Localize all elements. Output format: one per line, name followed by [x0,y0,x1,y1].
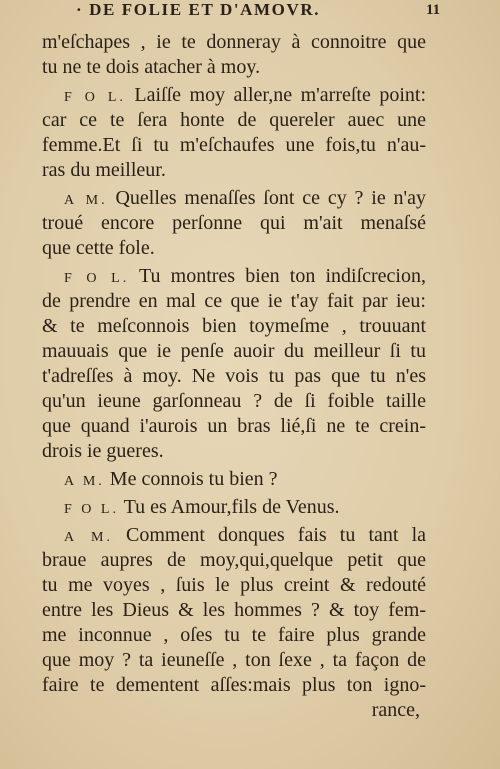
text-line [42,236,426,261]
text-line [42,698,426,723]
text-line [42,108,426,133]
text-line [42,133,426,158]
text-line [42,467,426,492]
text-line [42,523,426,548]
text-line [42,186,426,211]
text-line [42,548,426,573]
speaker-label: F O L. [64,271,130,286]
line-text: que moy ? ta ieuneſſe , ton ſexe , ta façon de [42,649,426,671]
line-text: braue aupres de moy,qui,quelque petit que [42,549,426,571]
text-line [42,289,426,314]
line-text: de prendre en mal ce que ie t'ay fait par ieu: [42,290,426,312]
text-line [42,623,426,648]
line-text: Me connois tu bien ? [109,468,278,490]
text-line [42,55,426,80]
line-text: faire te dementent aſſes:mais plus ton igno- [42,674,426,696]
text-line [42,495,426,520]
line-text: mauuais que ie penſe auoir du meilleur ſi tu [42,340,426,362]
text-line [42,30,426,55]
line-text: & te meſconnois bien toymeſme , trouuant [42,315,426,337]
line-text: ras du meilleur. [42,159,166,181]
line-text: Quelles menaſſes ſont ce cy ? ie n'ay [115,187,426,209]
page-number: 11 [426,2,441,18]
line-text: Tu montres bien ton indiſcrecion, [139,265,426,287]
text-line [42,264,426,289]
speaker-label: A M. [64,474,105,489]
speaker-label: A M. [64,530,113,545]
text-line [42,211,426,236]
line-text: me inconnue , oſes tu te faire plus grande [42,624,426,646]
text-line [42,389,426,414]
line-text: tu me voyes , ſuis le plus creint & redouté [42,574,426,596]
speaker-label: F O L. [64,502,119,517]
text-line [42,83,426,108]
speaker-label: F O L. [64,90,126,105]
text-line [42,339,426,364]
line-text: drois ie gueres. [42,440,164,462]
line-text: femme.Et ſi tu m'eſchaufes une fois,tu n'au- [42,134,426,156]
line-text: t'adreſſes à moy. Ne vois tu pas que tu n'es [42,365,426,387]
line-text: tu ne te dois atacher à moy. [42,56,261,78]
line-text: Comment donques fais tu tant la [126,524,426,546]
line-text: entre les Dieus & les hommes ? & toy fem- [42,599,426,621]
line-text: rance, [371,699,420,721]
running-title: · DE FOLIE ET D'AMOVR. [76,0,321,19]
text-line [42,314,426,339]
text-line [42,439,426,464]
line-text: car ce te ſera honte de quereler auec une [42,109,426,131]
line-text: Laiſſe moy aller,ne m'arreſte point: [134,84,426,106]
line-text: qu'un ieune garſonneau ? de ſi foible taille [42,390,426,412]
line-text: que cette fole. [42,237,155,259]
line-text: troué encore perſonne qui m'ait menaſsé [42,212,426,234]
line-text: que quand i'aurois un bras lié,ſi ne te crein- [42,415,426,437]
text-line [42,598,426,623]
text-line [42,673,426,698]
line-text: Tu es Amour,fils de Venus. [123,496,340,518]
text-line [42,158,426,183]
text-line [42,648,426,673]
running-header [0,0,500,24]
speaker-label: A M. [64,193,108,208]
body-text [42,30,426,723]
text-line [42,364,426,389]
text-line [42,573,426,598]
line-text: m'eſchapes , ie te donneray à connoitre que [42,31,426,53]
text-line [42,414,426,439]
